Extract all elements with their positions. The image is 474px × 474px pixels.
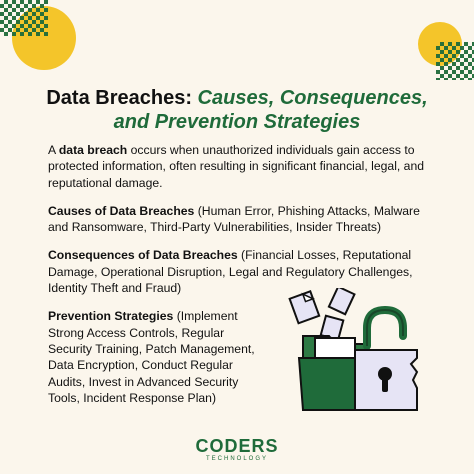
- causes-paragraph: [48, 203, 438, 236]
- title-accent-line2: and Prevention Strategies: [113, 111, 361, 133]
- title-plain: Data Breaches:: [46, 87, 198, 109]
- checker-pattern-top-left: [0, 0, 48, 36]
- document-icon: [290, 291, 320, 323]
- brand-logo: [0, 437, 474, 463]
- open-padlock-icon: [355, 310, 417, 410]
- prevention-paragraph: [48, 308, 268, 406]
- causes-heading: Causes of Data Breaches: [48, 203, 195, 218]
- intro-text: occurs when unauthorized individuals gain access to protected information, often resulting in significant financial, legal, and reputational damage.: [48, 143, 425, 190]
- intro-term: data breach: [58, 143, 128, 157]
- prevention-text: (Implement Strong Access Controls, Regular Security Training, Patch Management, Data Encryption, Conduct Regular Audits, Invest in Advanced Security Tools, Incident Response Plan): [48, 309, 255, 405]
- logo-sub: TECHNOLOGY: [205, 456, 268, 462]
- intro-paragraph: [48, 142, 438, 191]
- logo-name: CODERS: [195, 436, 279, 456]
- folder-illustration: [285, 288, 435, 413]
- checker-pattern-top-right: [436, 42, 474, 80]
- document-icon: [329, 288, 355, 314]
- prevention-heading: Prevention Strategies: [48, 309, 174, 324]
- causes-text: (Human Error, Phishing Attacks, Malware and Ransomware, Third-Party Vulnerabilities, Insider Threats): [48, 203, 420, 235]
- title-accent-line1: Causes, Consequences,: [197, 87, 428, 109]
- page-title: [0, 86, 474, 134]
- consequences-text: (Financial Losses, Reputational Damage, Operational Disruption, Legal and Regulatory Challenges, Identity Theft and Fraud): [48, 248, 413, 296]
- consequences-heading: Consequences of Data Breaches: [48, 248, 238, 263]
- intro-prefix: A: [48, 143, 59, 157]
